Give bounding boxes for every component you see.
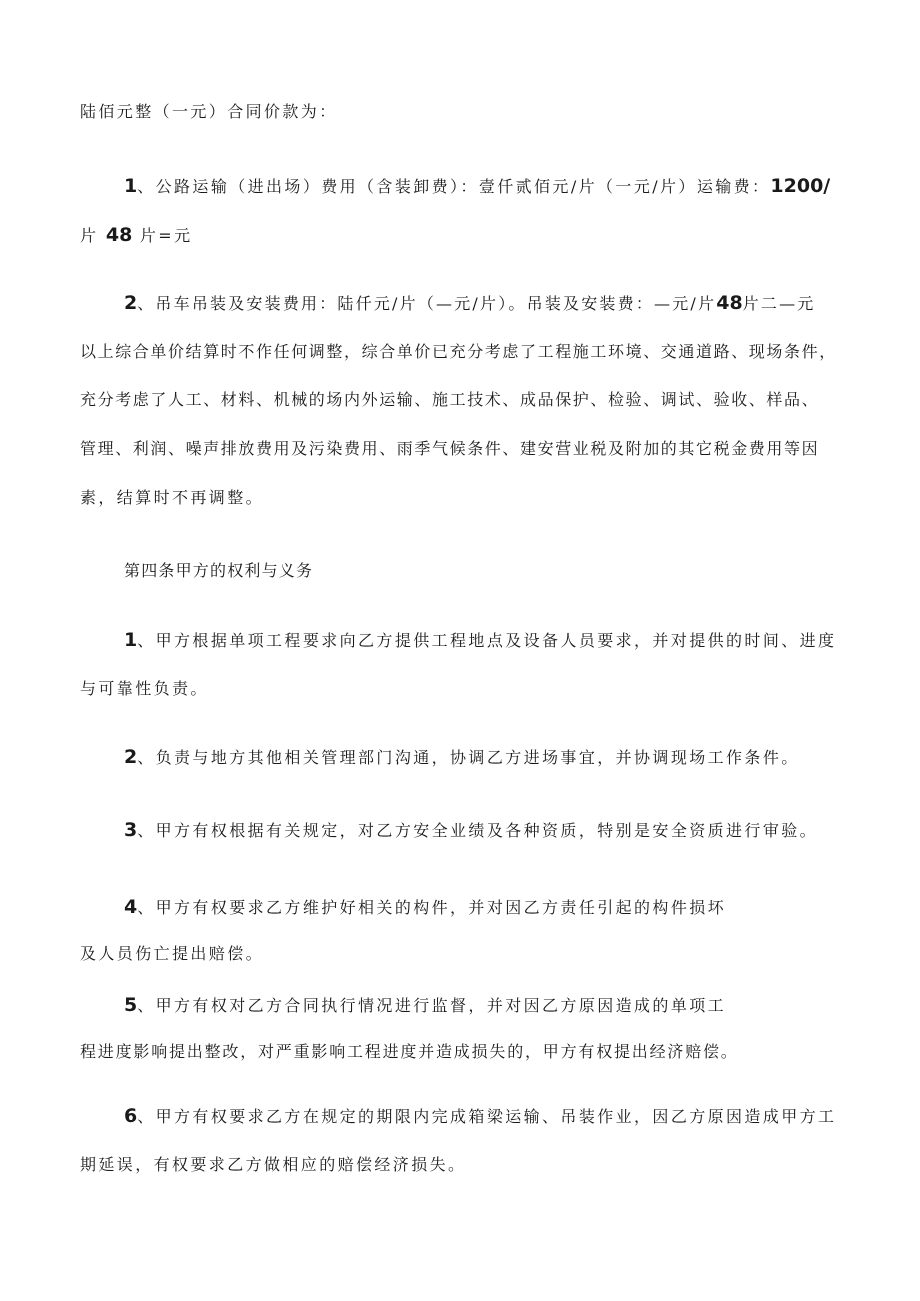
- obligation-item: [124, 1106, 836, 1127]
- intro-line: 陆佰元整（一元）合同价款为：: [80, 102, 338, 121]
- clause-text: 、吊车吊装及安装费用：陆仟元/片（—元/片）。吊装及安装费：—元/片: [137, 294, 717, 313]
- obligation-number: 6: [124, 1105, 138, 1127]
- clause-tail: 片=元: [139, 226, 193, 245]
- clause-unit: 片: [80, 226, 99, 245]
- clause-price-2-line: 素，结算时不再调整。: [80, 488, 265, 507]
- clause-price-2-line: 充分考虑了人工、材料、机械的场内外运输、施工技术、成品保护、检验、调试、验收、样品、: [80, 390, 820, 409]
- section-title: 第四条甲方的权利与义务: [124, 561, 314, 580]
- obligation-text-cont: 程进度影响提出整改，对严重影响工程进度并造成损失的，甲方有权提出经济赔偿。: [80, 1042, 739, 1061]
- obligation-text-cont: 及人员伤亡提出赔偿。: [80, 944, 265, 963]
- clause-price-2-line: 以上综合单价结算时不作任何调整，综合单价已充分考虑了工程施工环境、交通道路、现场条件，: [80, 342, 837, 361]
- clause-number: 2: [124, 292, 138, 314]
- obligation-number: 4: [124, 896, 138, 918]
- obligation-number: 3: [124, 819, 138, 841]
- clause-number: 1: [124, 175, 138, 197]
- obligation-item: [124, 897, 726, 918]
- clause-tail: 片二—元: [742, 294, 816, 313]
- obligation-item: [124, 630, 836, 651]
- clause-price-2-line: 管理、利润、噪声排放费用及污染费用、雨季气候条件、建安营业税及附加的其它税金费用等因: [80, 439, 820, 458]
- obligation-text: 、甲方有权对乙方合同执行情况进行监督，并对因乙方原因造成的单项工: [137, 996, 727, 1015]
- obligation-item: [124, 995, 726, 1016]
- obligation-text: 、甲方有权要求乙方维护好相关的构件，并对因乙方责任引起的构件损坏: [137, 898, 727, 917]
- obligation-text: 、甲方根据单项工程要求向乙方提供工程地点及设备人员要求，并对提供的时间、进度: [137, 631, 837, 650]
- obligation-text: 、甲方有权根据有关规定，对乙方安全业绩及各种资质，特别是安全资质进行审验。: [137, 821, 819, 840]
- clause-text: 、公路运输（进出场）费用（含装卸费）：壹仟贰佰元/片（一元/片）运输费：: [137, 177, 771, 196]
- clause-amount: 1200/: [770, 175, 831, 197]
- clause-price-2: [124, 293, 815, 314]
- obligation-text-cont: 与可靠性负责。: [80, 679, 209, 698]
- clause-qty: 48: [716, 292, 743, 314]
- obligation-number: 1: [124, 629, 138, 651]
- clause-qty: 48: [105, 224, 133, 246]
- obligation-number: 5: [124, 994, 138, 1016]
- obligation-item: [124, 820, 818, 841]
- obligation-item: [124, 747, 800, 768]
- obligation-text: 、负责与地方其他相关管理部门沟通，协调乙方进场事宜，并协调现场工作条件。: [137, 748, 800, 767]
- obligation-text-cont: 期延误，有权要求乙方做相应的赔偿经济损失。: [80, 1155, 467, 1174]
- clause-price-1: [124, 176, 830, 197]
- clause-price-1-cont: [80, 225, 192, 246]
- obligation-number: 2: [124, 746, 138, 768]
- obligation-text: 、甲方有权要求乙方在规定的期限内完成箱梁运输、吊装作业，因乙方原因造成甲方工: [137, 1107, 837, 1126]
